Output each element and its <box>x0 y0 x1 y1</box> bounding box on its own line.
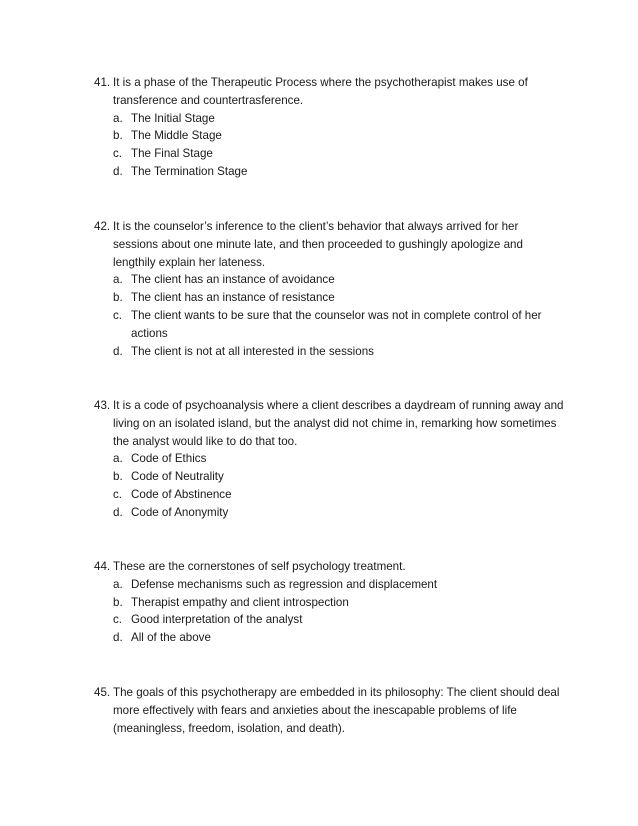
option-letter: a. <box>113 111 123 125</box>
option-text-line: The client has an instance of avoidance <box>131 273 335 287</box>
question-text <box>94 218 564 271</box>
answer-option-b <box>94 127 564 145</box>
option-text <box>131 343 564 361</box>
question-text-line: It is the counselor’s inference to the client’s behavior that always arrived for her <box>113 220 519 233</box>
option-text <box>131 307 564 343</box>
question-44 <box>94 558 564 647</box>
answer-option-c <box>94 611 564 629</box>
question-number: 45. <box>94 686 111 699</box>
answer-option-c <box>94 486 564 504</box>
option-text <box>131 145 564 163</box>
option-letter: d. <box>113 344 123 358</box>
answer-option-b <box>94 594 564 612</box>
answer-options <box>94 450 564 521</box>
option-text-line: Good interpretation of the analyst <box>131 613 303 627</box>
answer-option-a <box>94 576 564 594</box>
question-text-line: It is a phase of the Therapeutic Process where the psychotherapist makes use of <box>113 76 528 89</box>
answer-option-a <box>94 450 564 468</box>
answer-option-d <box>94 629 564 647</box>
question-41 <box>94 74 564 181</box>
option-letter: a. <box>113 577 123 591</box>
question-stem <box>94 684 564 737</box>
question-text-line: the analyst would like to do that too. <box>113 434 298 448</box>
option-letter: c. <box>113 613 123 627</box>
option-text-line: The client wants to be sure that the counselor was not in complete control of her <box>131 308 542 322</box>
option-text-line: actions <box>131 326 168 340</box>
answer-option-b <box>94 468 564 486</box>
question-text <box>94 397 564 450</box>
question-number: 42. <box>94 220 111 233</box>
option-letter: a. <box>113 273 123 287</box>
question-stem <box>94 218 564 271</box>
option-text <box>131 468 564 486</box>
question-number: 41. <box>94 76 111 89</box>
question-number: 43. <box>94 399 111 412</box>
option-text <box>131 163 564 181</box>
question-text-line: It is a code of psychoanalysis where a client describes a daydream of running away and <box>113 399 564 412</box>
question-text-line: living on an isolated island, but the analyst did not chime in, remarking how sometimes <box>113 416 557 430</box>
option-text <box>131 450 564 468</box>
answer-option-d <box>94 343 564 361</box>
option-text <box>131 127 564 145</box>
answer-option-a <box>94 110 564 128</box>
option-letter: c. <box>113 147 123 161</box>
question-number: 44. <box>94 560 111 573</box>
option-text-line: Code of Neutrality <box>131 470 224 484</box>
option-letter: d. <box>113 164 123 178</box>
question-43 <box>94 397 564 522</box>
option-text-line: The client has an instance of resistance <box>131 291 335 305</box>
question-text-line: lengthily explain her lateness. <box>113 255 266 269</box>
option-text-line: Code of Ethics <box>131 452 207 466</box>
answer-options <box>94 576 564 647</box>
option-text-line: The Initial Stage <box>131 111 215 125</box>
option-text-line: The Middle Stage <box>131 129 222 143</box>
answer-option-b <box>94 289 564 307</box>
option-letter: d. <box>113 631 123 645</box>
option-text-line: Code of Abstinence <box>131 487 232 501</box>
question-text <box>94 558 564 576</box>
option-text <box>131 289 564 307</box>
option-text <box>131 504 564 522</box>
option-letter: b. <box>113 595 123 609</box>
option-text <box>131 611 564 629</box>
question-stem <box>94 74 564 110</box>
answer-option-a <box>94 271 564 289</box>
question-text-line: transference and countertrasference. <box>113 93 304 107</box>
option-letter: c. <box>113 487 123 501</box>
answer-option-c <box>94 307 564 343</box>
question-stem <box>94 397 564 450</box>
option-text <box>131 576 564 594</box>
option-text <box>131 110 564 128</box>
question-text <box>94 74 564 110</box>
option-letter: d. <box>113 505 123 519</box>
answer-options <box>94 271 564 360</box>
question-text-line: more effectively with fears and anxieties about the inescapable problems of life <box>113 703 517 717</box>
option-text-line: The Final Stage <box>131 147 213 161</box>
option-text <box>131 271 564 289</box>
question-42 <box>94 218 564 360</box>
option-letter: b. <box>113 470 123 484</box>
question-text-line: The goals of this psychotherapy are embedded in its philosophy: The client should deal <box>113 686 560 699</box>
question-text-line: These are the cornerstones of self psychology treatment. <box>113 560 406 573</box>
option-text-line: The client is not at all interested in the sessions <box>131 344 374 358</box>
option-text-line: Code of Anonymity <box>131 505 229 519</box>
option-letter: c. <box>113 308 123 322</box>
answer-option-d <box>94 163 564 181</box>
option-text-line: The Termination Stage <box>131 164 248 178</box>
question-text-line: sessions about one minute late, and then proceeded to gushingly apologize and <box>113 237 523 251</box>
answer-option-c <box>94 145 564 163</box>
option-text-line: All of the above <box>131 631 211 645</box>
option-letter: a. <box>113 452 123 466</box>
option-text <box>131 594 564 612</box>
option-letter: b. <box>113 291 123 305</box>
answer-options <box>94 110 564 181</box>
option-letter: b. <box>113 129 123 143</box>
question-text-line: (meaningless, freedom, isolation, and death). <box>113 721 346 735</box>
option-text <box>131 629 564 647</box>
question-45 <box>94 684 564 737</box>
question-stem <box>94 558 564 576</box>
question-text <box>94 684 564 737</box>
answer-option-d <box>94 504 564 522</box>
option-text-line: Defense mechanisms such as regression and displacement <box>131 577 438 591</box>
option-text <box>131 486 564 504</box>
option-text-line: Therapist empathy and client introspection <box>131 595 349 609</box>
